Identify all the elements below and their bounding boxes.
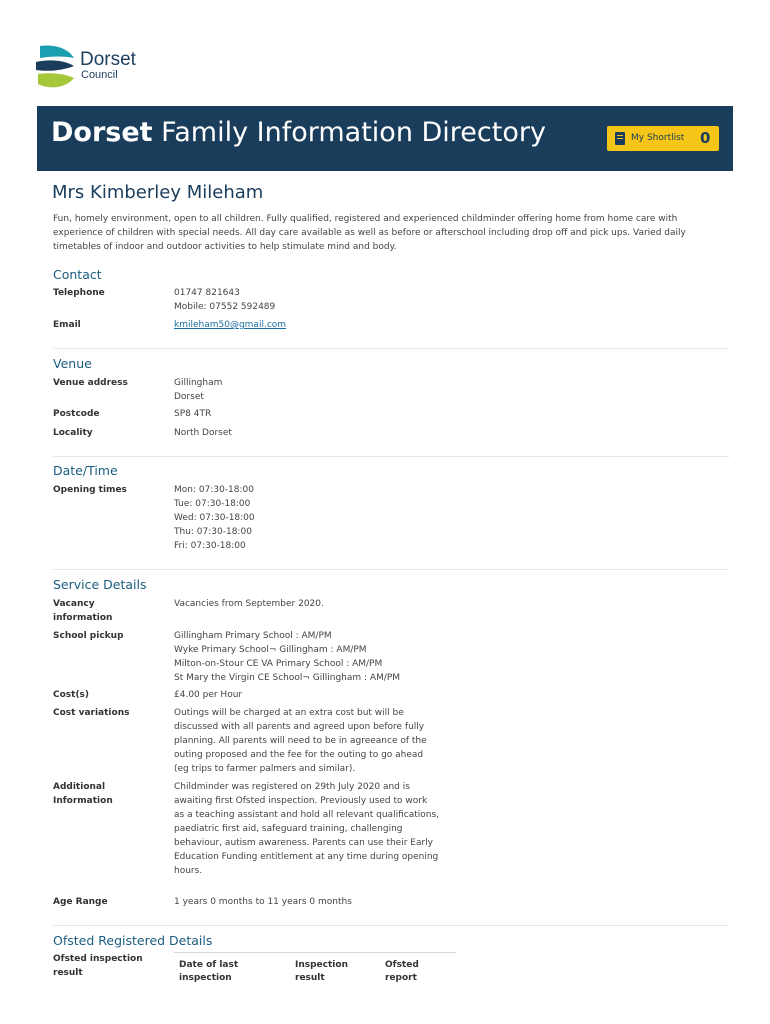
school-pickup-item: Wyke Primary School¬ Gillingham : AM/PM (174, 645, 367, 655)
telephone-value: 01747 821643 (174, 288, 240, 298)
cost-variations-line: (eg trips to farmer palmers and similar). (174, 764, 356, 774)
locality-value: North Dorset (174, 428, 232, 438)
cost-variations-line: outing proposed and the fee for the outing to go ahead (174, 750, 424, 760)
vacancy-label: Vacancy (53, 599, 95, 609)
cost-variations-line: Outings will be charged at an extra cost but will be (174, 708, 404, 718)
venue-address-label: Venue address (53, 378, 128, 388)
cost-value: £4.00 per Hour (174, 690, 243, 700)
additional-info-line: Education Funding entitlement at any time during opening (174, 852, 439, 862)
cost-label: Cost(s) (53, 690, 90, 700)
additional-info-line: hours. (174, 866, 203, 876)
email-link[interactable]: kmileham50@gmail.com (174, 320, 287, 330)
ofsted-result-label: Ofsted inspection (53, 954, 143, 964)
divider (53, 456, 729, 457)
postcode-label: Postcode (53, 409, 100, 419)
ofsted-result-label-line2: result (53, 968, 83, 978)
divider (53, 348, 729, 349)
ofsted-col-result-line2: result (295, 973, 325, 983)
additional-info-label-line2: Information (53, 796, 113, 806)
shortlist-count: 0 (700, 129, 711, 147)
opening-times-label: Opening times (53, 485, 127, 495)
site-title[interactable] (51, 117, 546, 148)
school-pickup-item: Gillingham Primary School : AM/PM (174, 631, 332, 641)
cost-variations-line: planning. All parents will need to be in agreeance of the (174, 736, 427, 746)
ofsted-table-rule (174, 952, 456, 953)
cost-variations-label: Cost variations (53, 708, 130, 718)
divider (53, 925, 729, 926)
document-icon (615, 132, 625, 145)
mobile-value: Mobile: 07552 592489 (174, 302, 276, 312)
ofsted-col-date: Date of last (179, 960, 239, 970)
opening-time-wed: Wed: 07:30-18:00 (174, 513, 255, 523)
ofsted-col-result: Inspection (295, 960, 348, 970)
my-shortlist-button[interactable] (607, 126, 719, 151)
additional-info-line: Childminder was registered on 29th July 2020 and is (174, 782, 410, 792)
email-field (174, 318, 286, 332)
venue-address-line1: Gillingham (174, 378, 223, 388)
provider-name: Mrs Kimberley Mileham (52, 182, 264, 203)
age-range-label: Age Range (53, 897, 108, 907)
ofsted-col-report: Ofsted (385, 960, 419, 970)
vacancy-label-line2: information (53, 613, 113, 623)
logo-subname: Council (81, 69, 118, 81)
email-label: Email (53, 320, 81, 330)
provider-description: Fun, homely environment, open to all children. Fully qualified, registered and experienced childminder offering home from home care with experience of children with special needs. All day care available as well as before or afterschool including drop off and pick ups. Varied daily timetables of indoor and outdoor activities to help stimulate mind and body. (53, 214, 686, 252)
locality-label: Locality (53, 428, 93, 438)
opening-time-fri: Fri: 07:30-18:00 (174, 541, 246, 551)
additional-info-line: as a teaching assistant and hold all relevant qualifications, (174, 810, 439, 820)
age-range-value: 1 years 0 months to 11 years 0 months (174, 897, 352, 907)
service-details-heading: Service Details (53, 577, 147, 592)
site-title-rest: Family Information Directory (161, 117, 546, 148)
additional-info-label: Additional (53, 782, 106, 792)
additional-info-line: awaiting first Ofsted inspection. Previously used to work (174, 796, 428, 806)
school-pickup-label: School pickup (53, 631, 124, 641)
shortlist-label: My Shortlist (631, 133, 685, 143)
datetime-heading: Date/Time (53, 463, 118, 478)
dorset-council-logo[interactable] (36, 44, 156, 90)
ofsted-heading: Ofsted Registered Details (53, 933, 213, 948)
opening-time-mon: Mon: 07:30-18:00 (174, 485, 254, 495)
vacancy-value: Vacancies from September 2020. (174, 599, 324, 609)
opening-time-thu: Thu: 07:30-18:00 (174, 527, 252, 537)
additional-info-line: behaviour, autism awareness. Parents can use their Early (174, 838, 434, 848)
site-title-bold: Dorset (51, 117, 153, 148)
opening-time-tue: Tue: 07:30-18:00 (174, 499, 251, 509)
cost-variations-line: discussed with all parents and agreed upon before fully (174, 722, 425, 732)
school-pickup-item: Milton-on-Stour CE VA Primary School : AM/PM (174, 659, 383, 669)
telephone-label: Telephone (53, 288, 105, 298)
postcode-value: SP8 4TR (174, 409, 212, 419)
ofsted-col-date-line2: inspection (179, 973, 232, 983)
venue-address-line2: Dorset (174, 392, 204, 402)
dorset-logo-icon (36, 44, 76, 90)
divider (53, 569, 729, 570)
ofsted-col-report-line2: report (385, 973, 417, 983)
logo-name: Dorset (80, 49, 136, 70)
additional-info-line: paediatric first aid, safeguard training, challenging (174, 824, 403, 834)
venue-heading: Venue (53, 356, 92, 371)
school-pickup-item: St Mary the Virgin CE School¬ Gillingham : AM/PM (174, 673, 401, 683)
contact-heading: Contact (53, 267, 102, 282)
site-banner (37, 106, 733, 171)
